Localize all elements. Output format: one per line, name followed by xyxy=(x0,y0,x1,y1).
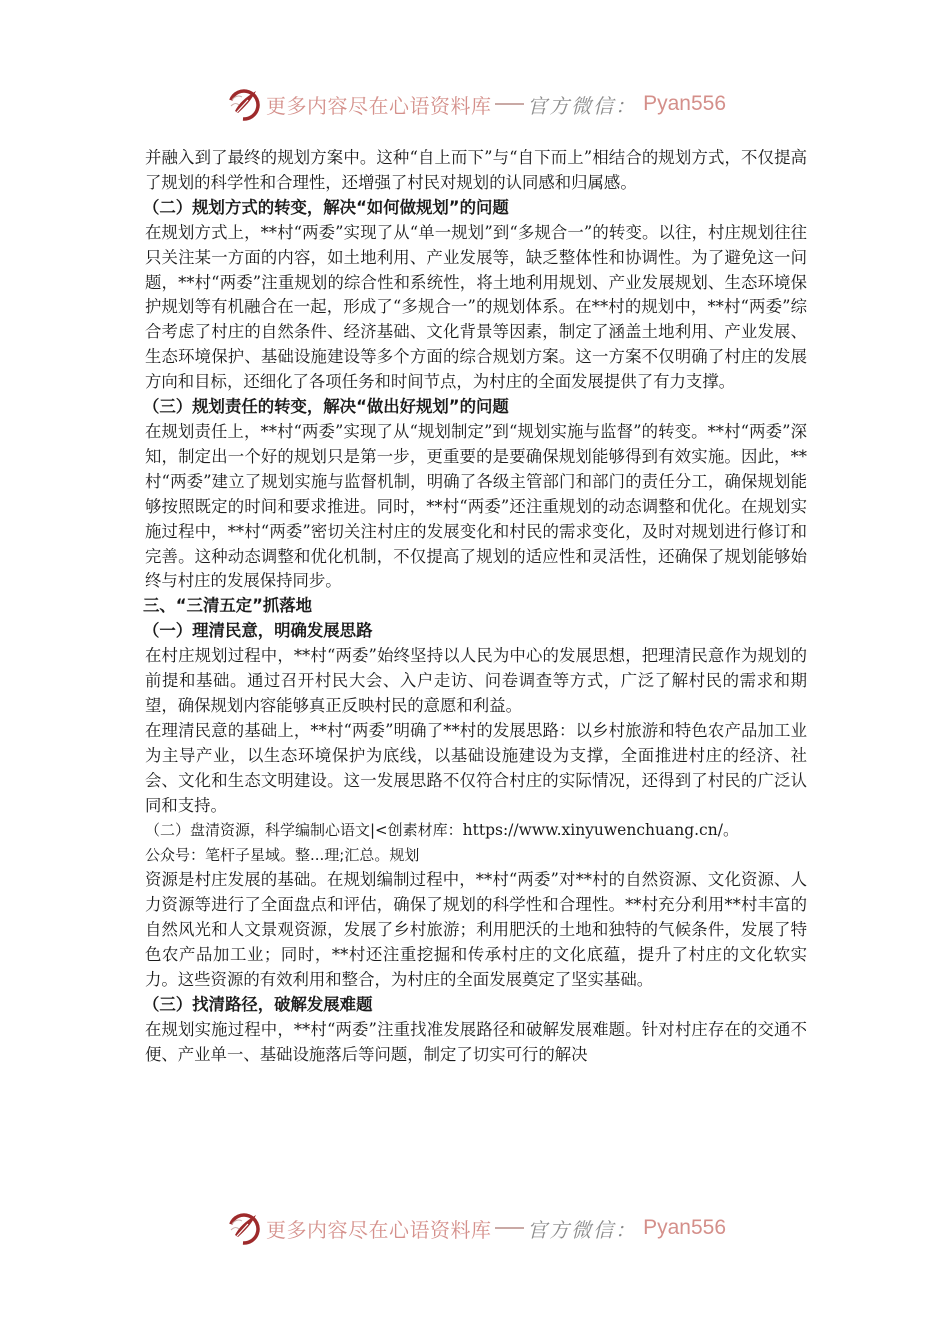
section-heading: （一）理清民意，明确发展思路 xyxy=(143,621,373,641)
banner-dash-divider xyxy=(495,1227,525,1229)
section-heading: （三）规划责任的转变，解决“做出好规划”的问题 xyxy=(143,397,509,417)
paragraph: 在理清民意的基础上，**村“两委”明确了**村的发展思路：以乡村旅游和特色农产品加工业为主导产业，以生态环境保护为底线，以基础设施建设为支撑，全面推进村庄的经济、社会、文化和生态文明建设。这一发展思路不仅符合村庄的实际情况，还得到了村民的广泛认同和支持。 xyxy=(145,720,807,815)
watermark-inject-line xyxy=(145,818,807,843)
header-banner xyxy=(226,84,726,124)
banner-dash-divider xyxy=(495,103,525,105)
wechat-id: Pyan556 xyxy=(643,92,726,115)
quill-pen-logo-icon xyxy=(226,1210,262,1246)
watermark-inject-line: 公众号：笔杆子星域。整...理;汇总。规划 xyxy=(145,846,420,865)
paragraph: 在规划方式上，**村“两委”实现了从“单一规划”到“多规合一”的转变。以往，村庄规划往往只关注某一方面的内容，如土地利用、产业发展等，缺乏整体性和协调性。为了避免这一问题，**村“两委”注重规划的综合性和系统性，将土地利用规划、产业发展规划、生态环境保护规划等有机融合在一起，形成了“多规合一”的规划体系。在**村的规划中，**村“两委”综合考虑了村庄的自然条件、经济基础、文化背景等因素，制定了涵盖土地利用、产业发展、生态环境保护、基础设施建设等多个方面的综合规划方案。这一方案不仅明确了村庄的发展方向和目标，还细化了各项任务和时间节点，为村庄的全面发展提供了有力支撑。 xyxy=(145,222,807,392)
chapter-heading: 三、“三清五定”抓落地 xyxy=(143,596,313,616)
quill-pen-logo-icon xyxy=(226,86,262,122)
paragraph: 在规划责任上，**村“两委”实现了从“规划制定”到“规划实施与监督”的转变。**村“两委”深知，制定出一个好的规划只是第一步，更重要的是要确保规划能够得到有效实施。因此，**村“两委”建立了规划实施与监督机制，明确了各级主管部门和部门的责任分工，确保规划能够按照既定的时间和要求推进。同时，**村“两委”还注重规划的动态调整和优化。在规划实施过程中，**村“两委”密切关注村庄的发展变化和村民的需求变化，及时对规划进行修订和完善。这种动态调整和优化机制，不仅提高了规划的适应性和灵活性，还确保了规划能够始终与村庄的发展保持同步。 xyxy=(145,421,807,591)
brand-text: 更多内容尽在心语资料库 xyxy=(266,93,492,118)
paragraph: 在村庄规划过程中，**村“两委”始终坚持以人民为中心的发展思想，把理清民意作为规划的前提和基础。通过召开村民大会、入户走访、问卷调查等方式，广泛了解村民的需求和期望，确保规划内容能够真正反映村民的意愿和利益。 xyxy=(145,646,807,715)
inject-url-link[interactable]: https://www.xinyuwenchuang.cn/。 xyxy=(462,821,739,840)
brand-text: 更多内容尽在心语资料库 xyxy=(266,1217,492,1242)
official-wechat-label: 官方微信： xyxy=(527,93,638,118)
section-heading: （二）规划方式的转变，解决“如何做规划”的问题 xyxy=(143,197,509,217)
official-wechat-label: 官方微信： xyxy=(527,1217,638,1242)
document-body xyxy=(145,146,807,1068)
wechat-id: Pyan556 xyxy=(643,1216,726,1239)
footer-banner xyxy=(226,1208,726,1248)
paragraph: 并融入到了最终的规划方案中。这种“自上而下”与“自下而上”相结合的规划方式，不仅提高了规划的科学性和合理性，还增强了村民对规划的认同感和归属感。 xyxy=(145,148,807,192)
inject-prefix: （二）盘清资源，科学编制心语文|<创素材库： xyxy=(145,821,463,840)
paragraph: 在规划实施过程中，**村“两委”注重找准发展路径和破解发展难题。针对村庄存在的交通不便、产业单一、基础设施落后等问题，制定了切实可行的解决 xyxy=(145,1019,807,1064)
paragraph: 资源是村庄发展的基础。在规划编制过程中，**村“两委”对**村的自然资源、文化资源、人力资源等进行了全面盘点和评估，确保了规划的科学性和合理性。**村充分利用**村丰富的自然风光和人文景观资源，发展了乡村旅游；利用肥沃的土地和独特的气候条件，发展了特色农产品加工业；同时，**村还注重挖掘和传承村庄的文化底蕴，提升了村庄的文化软实力。这些资源的有效利用和整合，为村庄的全面发展奠定了坚实基础。 xyxy=(145,870,807,989)
section-heading: （三）找清路径，破解发展难题 xyxy=(143,994,373,1014)
